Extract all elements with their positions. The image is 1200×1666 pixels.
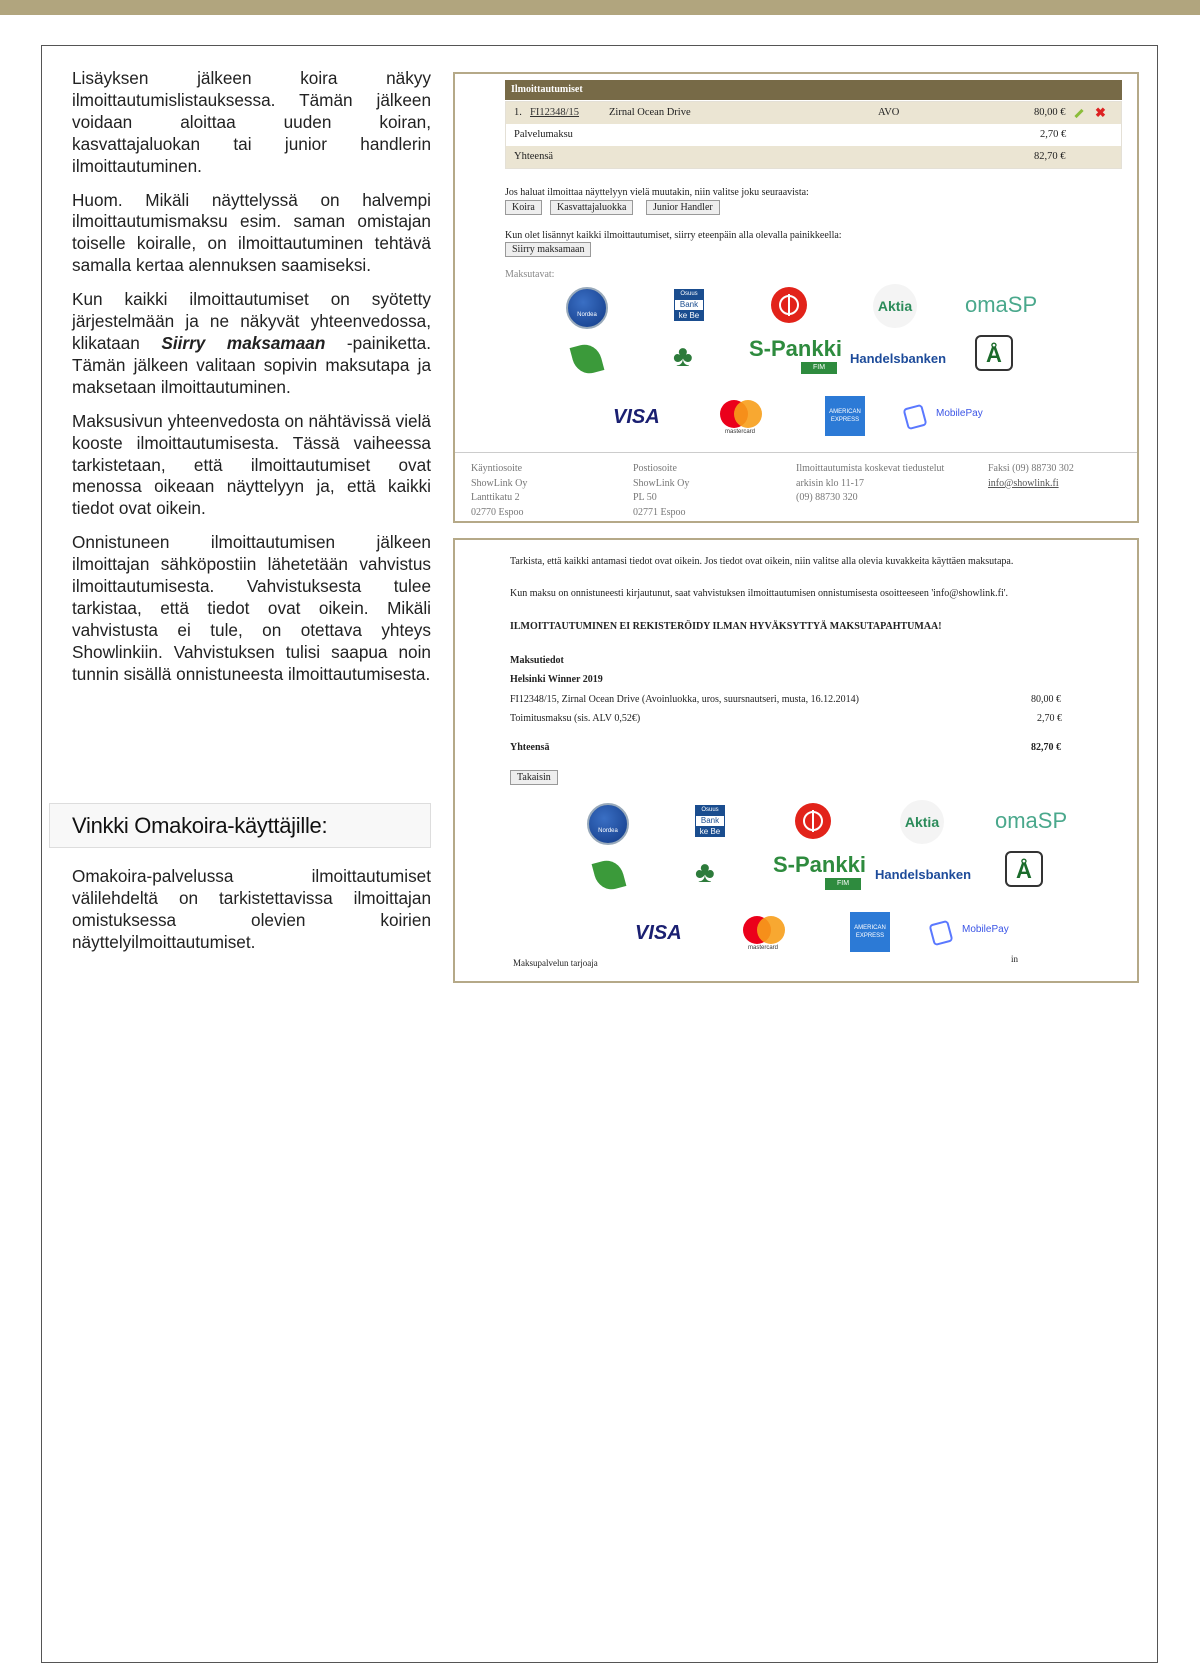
breeder-class-button[interactable]: Kasvattajaluokka (550, 200, 633, 215)
mobilepay-icon (928, 920, 953, 946)
total-price: 82,70 € (1034, 151, 1066, 162)
osuuspankki-logo[interactable] (695, 805, 725, 837)
footer-visit-address (471, 462, 527, 520)
osuus-label: Osuus (674, 289, 704, 299)
amex-line2: EXPRESS (855, 933, 885, 939)
fee-description: Toimitusmaksu (sis. ALV 0,52€) (510, 713, 641, 724)
pencil-icon[interactable] (1074, 102, 1084, 124)
fee-price: 2,70 € (1037, 713, 1062, 724)
paragraph-summary: Maksusivun yhteenvedosta on nähtävissä vielä kooste ilmoittautumisesta. Tässä vaiheessa tarkistetaan, että ilmoittautumiset ovat menossa oikeaan näyttelyyn ja, että kaikki tiedot ovat oikein. (72, 410, 431, 519)
bank-label: Bank (674, 299, 704, 311)
junior-handler-button[interactable]: Junior Handler (646, 200, 720, 215)
payment-text-after: -painiketta. Tämän jälkeen valitaan sopivin maksutapa ja maksetaan ilmoittautuminen. (72, 332, 431, 397)
confirmation-info-text: Kun maksu on onnistuneesti kirjautunut, saat vahvistuksen ilmoittautumisen onnistumisesta osoitteeseen 'info@showlink.fi'. (510, 588, 1009, 599)
payment-methods-label: Maksutavat: (505, 269, 555, 280)
footer-text: arkisin klo 11-17 (796, 477, 864, 489)
row-price: 80,00 € (1034, 107, 1066, 118)
dog-button[interactable]: Koira (505, 200, 542, 215)
osuuspankki-logo[interactable] (674, 289, 704, 321)
delete-x-icon[interactable]: ✖ (1095, 105, 1106, 120)
footer-text: Käyntiosoite (471, 463, 523, 474)
payment-provider-mark: in (1011, 954, 1019, 964)
nordea-logo[interactable] (587, 803, 629, 845)
footer-postal-address (633, 462, 689, 520)
footer-text: 02771 Espoo (633, 506, 686, 518)
item-price: 80,00 € (1031, 694, 1061, 705)
footer-inquiries (796, 462, 944, 506)
dog-name: Zirnal Ocean Drive (609, 107, 691, 118)
footer-divider (455, 452, 1137, 453)
footer-contact (988, 462, 1074, 491)
mobilepay-icon (902, 404, 927, 430)
visa-logo[interactable]: VISA (635, 922, 682, 944)
omasp-logo[interactable]: omaSP (965, 292, 1038, 317)
op-logo[interactable] (771, 287, 807, 323)
amex-line1: AMERICAN (854, 925, 886, 931)
add-more-text: Jos haluat ilmoittaa näyttelyyn vielä muutakin, niin valitse joku seuraavista: (505, 187, 809, 198)
go-to-payment-text: Kun olet lisännyt kaikki ilmoittautumiset, siirry eteenpäin alla olevalla painikkeella: (505, 230, 842, 241)
osuus-label: Osuus (695, 805, 725, 815)
payment-button-reference: Siirry maksamaan (161, 332, 326, 353)
tip-paragraph: Omakoira-palvelussa ilmoittautumiset välilehdeltä on tarkistettavissa ilmoittajan omistuksessa olevien koirien näyttelyilmoittautumiset. (72, 866, 431, 952)
mastercard-label: mastercard (747, 945, 778, 951)
paragraph-confirmation: Onnistuneen ilmoittautumisen jälkeen ilmoittajan sähköpostiin lähetetään vahvistus ilmoittautumisesta. Vahvistuksesta tulee tarkistaa, että tiedot ovat oikein. Mikäli vahvistusta ei tule, on otettava yhteys Showlinkiin. Vahvistuksen tulisi saapua noin tunnin sisällä onnistuneesta ilmoittautumisesta. (72, 532, 431, 684)
footer-text: (09) 88730 320 (796, 492, 858, 503)
summary-total-price: 82,70 € (1031, 742, 1061, 753)
total-label: Yhteensä (514, 151, 554, 162)
s-pankki-fim-badge: FIM (801, 362, 837, 374)
s-pankki-fim-badge: FIM (825, 878, 861, 890)
table-row (506, 102, 1121, 124)
back-button[interactable]: Takaisin (510, 770, 558, 785)
mobilepay-logo[interactable]: MobilePay (962, 924, 1009, 935)
payment-summary-screenshot (453, 538, 1139, 983)
summary-total-label: Yhteensä (510, 742, 550, 753)
tip-heading-box (49, 803, 431, 848)
registrations-header: Ilmoittautumiset (505, 80, 1122, 100)
nordea-label: Nordea (598, 828, 618, 834)
table-row (506, 146, 1121, 168)
footer-text: PL 50 (633, 492, 657, 503)
payment-details-heading: Maksutiedot (510, 655, 564, 666)
registration-warning: ILMOITTAUTUMINEN EI REKISTERÖIDY ILMAN HYVÄKSYTTYÄ MAKSUTAPAHTUMAA! (510, 621, 942, 632)
nordea-label: Nordea (577, 312, 597, 318)
top-decor-bar (0, 0, 1200, 15)
visa-logo[interactable]: VISA (613, 406, 660, 428)
tip-title: Vinkki Omakoira-käyttäjille: (72, 813, 328, 838)
s-pankki-logo[interactable]: S-Pankki (773, 852, 866, 877)
footer-text: ShowLink Oy (471, 477, 528, 489)
footer-text: 02770 Espoo (471, 506, 524, 518)
go-to-payment-button[interactable]: Siirry maksamaan (505, 242, 591, 257)
footer-text: ShowLink Oy (633, 477, 690, 489)
paragraph-after-adding: Lisäyksen jälkeen koira näkyy ilmoittautumislistauksessa. Tämän jälkeen voidaan aloittaa uuden koiran, kasvattajaluokan tai junior handlerin ilmoittautuminen. (72, 68, 431, 176)
bank-label: Bank (695, 815, 725, 827)
aktia-logo[interactable]: Aktia (900, 800, 944, 844)
footer-text: Postiosoite (633, 463, 677, 474)
check-info-text: Tarkista, että kaikki antamasi tiedot ovat oikein. Jos tiedot ovat oikein, niin valitse alla olevia kuvakkeita käyttäen maksutapa. (510, 556, 1014, 567)
tip-text-block (72, 866, 431, 966)
be-label: ke Be (674, 311, 704, 321)
footer-text: Ilmoittautumista koskevat tiedustelut (796, 463, 945, 474)
alandsbanken-logo[interactable]: Å (975, 335, 1013, 371)
registrations-table (505, 101, 1122, 169)
paragraph-discount-note: Huom. Mikäli näyttelyssä on halvempi ilmoittautumismaksu esim. saman omistajan toiselle koiralle, on ilmoittautuminen tehtävä samalla kertaa alennuksen saamiseksi. (72, 189, 431, 276)
mastercard-logo[interactable] (714, 400, 766, 440)
s-pankki-logo[interactable]: S-Pankki (749, 336, 842, 361)
amex-line1: AMERICAN (829, 409, 861, 415)
paragraph-go-to-payment (72, 289, 431, 399)
op-logo[interactable] (795, 803, 831, 839)
row-number: 1. (514, 107, 522, 118)
handelsbanken-logo[interactable]: Handelsbanken (850, 351, 947, 366)
aktia-logo[interactable]: Aktia (873, 284, 917, 328)
footer-fax: Faksi (09) 88730 302 (988, 463, 1074, 474)
amex-logo[interactable] (850, 912, 890, 952)
mastercard-label: mastercard (724, 429, 755, 435)
fee-price: 2,70 € (1040, 129, 1067, 140)
fee-label: Palvelumaksu (514, 129, 573, 140)
show-name: Helsinki Winner 2019 (510, 674, 603, 685)
savings-bank-tree-icon[interactable]: ♣ (673, 340, 693, 373)
mastercard-logo[interactable] (737, 916, 789, 956)
item-description: FI12348/15, Zirnal Ocean Drive (Avoinluokka, uros, suursnautseri, musta, 16.12.2014) (510, 694, 859, 705)
class-code: AVO (878, 107, 900, 118)
payment-provider-label: Maksupalvelun tarjoaja (513, 958, 598, 968)
leaf-bank-logo[interactable] (592, 857, 627, 893)
amex-line2: EXPRESS (830, 417, 860, 423)
registration-link[interactable]: FI12348/15 (530, 107, 580, 118)
footer-email-link[interactable]: info@showlink.fi (988, 477, 1059, 489)
be-label: ke Be (695, 827, 725, 837)
amex-logo[interactable] (825, 396, 865, 436)
leaf-bank-logo[interactable] (570, 341, 605, 377)
payment-text-before: Kun kaikki ilmoittautumiset on syötetty järjestelmään ja ne näkyvät yhteenvedossa, klikataan (72, 289, 431, 353)
mobilepay-logo[interactable]: MobilePay (936, 408, 983, 419)
nordea-logo[interactable] (566, 287, 608, 329)
alandsbanken-logo[interactable]: Å (1005, 851, 1043, 887)
registration-list-screenshot (453, 72, 1139, 523)
table-row (506, 124, 1121, 146)
omasp-logo[interactable]: omaSP (995, 808, 1068, 833)
left-text-column (72, 68, 431, 698)
savings-bank-tree-icon[interactable]: ♣ (695, 856, 715, 889)
handelsbanken-logo[interactable]: Handelsbanken (875, 867, 972, 882)
footer-text: Lanttikatu 2 (471, 492, 520, 503)
